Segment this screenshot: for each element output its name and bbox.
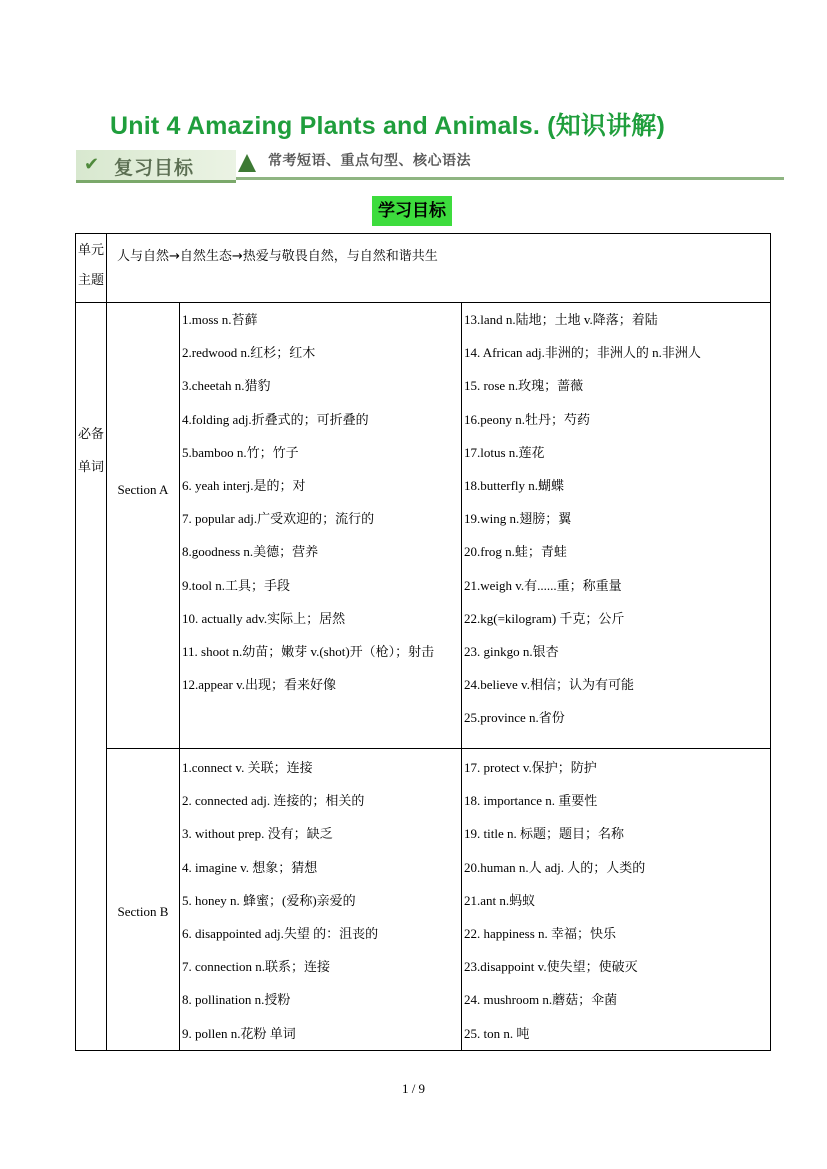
section-a-row: [76, 303, 771, 749]
word-entry: 14. African adj.非洲的；非洲人的 n.非洲人: [464, 345, 701, 361]
section-a-left-list: [180, 303, 461, 701]
word-entry: 7. popular adj.广受欢迎的；流行的: [182, 511, 375, 527]
word-entry: 16.peony n.牡丹；芍药: [464, 411, 591, 427]
word-entry: 17. protect v.保护；防护: [464, 760, 597, 775]
word-entry: 8. pollination n.授粉: [182, 992, 291, 1008]
check-badge-icon: ✔: [84, 154, 100, 175]
word-entry: 25.province n.省份: [464, 710, 565, 726]
word-entry: 9. pollen n.花粉 单词: [182, 1025, 296, 1041]
word-entry: 20.human n.人 adj. 人的；人类的: [464, 859, 646, 875]
word-entry: 18.butterfly n.蝴蝶: [464, 477, 565, 493]
word-entry: 8.goodness n.美德；营养: [182, 544, 319, 560]
banner-triangle-icon: [238, 154, 256, 172]
section-a-right-list: [462, 303, 770, 734]
word-entry: 1.moss n.苔藓: [182, 312, 258, 327]
section-b-label: Section B: [107, 749, 180, 1051]
word-entry: 3.cheetah n.猎豹: [182, 378, 271, 394]
word-entry: 21.weigh v.有......重；称重量: [464, 577, 622, 593]
theme-row: [76, 234, 771, 303]
word-entry: 21.ant n.蚂蚁: [464, 892, 536, 908]
word-entry: 5. honey n. 蜂蜜；(爱称)亲爱的: [182, 892, 356, 908]
word-entry: 19.wing n.翅膀；翼: [464, 511, 572, 527]
section-b-left-cell: [180, 749, 462, 1051]
vocab-header-cell: 必备单词: [76, 303, 107, 1051]
document-title: Unit 4 Amazing Plants and Animals. (知识讲解): [110, 112, 666, 140]
word-entry: 23. ginkgo n.银杏: [464, 643, 559, 659]
word-entry: 20.frog n.蛙；青蛙: [464, 544, 567, 560]
word-entry: 9.tool n.工具；手段: [182, 577, 290, 593]
word-entry: 19. title n. 标题；题目；名称: [464, 826, 624, 842]
section-b-right-cell: [462, 749, 771, 1051]
word-entry: 4.folding adj.折叠式的；可折叠的: [182, 411, 369, 427]
section-b-right-list: [462, 751, 770, 1050]
section-a-label: Section A: [107, 303, 180, 749]
word-entry: 3. without prep. 没有；缺乏: [182, 826, 333, 842]
section-b-row: [76, 749, 771, 1051]
word-entry: 7. connection n.联系；连接: [182, 959, 331, 975]
word-entry: 17.lotus n.莲花: [464, 444, 545, 460]
word-entry: 5.bamboo n.竹；竹子: [182, 444, 299, 460]
word-entry: 23.disappoint v.使失望；使破灭: [464, 959, 638, 975]
theme-header-cell: 单元主题: [76, 234, 107, 303]
word-entry: 2.redwood n.红杉；红木: [182, 345, 316, 361]
word-entry: 2. connected adj. 连接的；相关的: [182, 793, 365, 809]
theme-text-cell: 人与自然→自然生态→热爱与敬畏自然，与自然和谐共生: [107, 234, 771, 303]
banner-divider: [236, 177, 784, 180]
vocabulary-table: [75, 233, 771, 1051]
word-entry: 22.kg(=kilogram) 千克；公斤: [464, 610, 625, 626]
word-entry: 15. rose n.玫瑰；蔷薇: [464, 378, 584, 394]
word-entry: 24.believe v.相信；认为有可能: [464, 677, 634, 693]
word-entry: 12.appear v.出现；看来好像: [182, 676, 337, 692]
banner-box: [76, 150, 236, 183]
word-entry: 1.connect v. 关联；连接: [182, 760, 313, 775]
word-entry: 25. ton n. 吨: [464, 1025, 530, 1041]
section-b-left-list: [180, 751, 461, 1050]
banner-subtitle: 常考短语、重点句型、核心语法: [268, 153, 471, 169]
banner-label: 复习目标: [114, 157, 195, 179]
word-entry: 11. shoot n.幼苗；嫩芽 v.(shot)开（枪）；射击: [182, 643, 435, 659]
word-entry: 4. imagine v. 想象；猜想: [182, 859, 318, 875]
section-a-left-cell: [180, 303, 462, 749]
word-entry: 24. mushroom n.蘑菇；伞菌: [464, 992, 618, 1008]
word-entry: 18. importance n. 重要性: [464, 793, 598, 809]
review-goal-banner: [76, 150, 784, 182]
learning-goal-heading: 学习目标: [372, 196, 452, 226]
word-entry: 22. happiness n. 幸福；快乐: [464, 925, 617, 941]
word-entry: 10. actually adv.实际上；居然: [182, 610, 346, 626]
word-entry: 6. disappointed adj.失望 的：沮丧的: [182, 925, 379, 941]
word-entry: 13.land n.陆地；土地 v.降落；着陆: [464, 312, 658, 327]
page-number: 1 / 9: [401, 1081, 426, 1096]
word-entry: 6. yeah interj.是的；对: [182, 477, 306, 493]
section-a-right-cell: [462, 303, 771, 749]
